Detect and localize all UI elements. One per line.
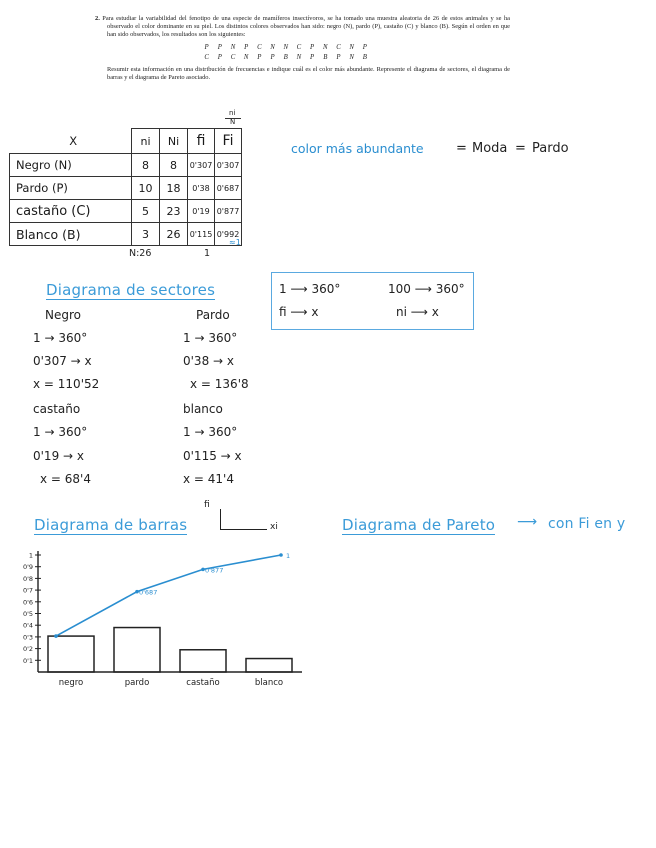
sequence-letter: N <box>349 54 354 62</box>
row-fi: 0'19 <box>188 200 215 223</box>
sequence-letter: P <box>257 54 262 62</box>
sequence-letter: P <box>217 43 222 51</box>
y-tick-label: 1 <box>28 551 33 560</box>
sector-castano-line1: 1 → 360° <box>33 425 88 439</box>
sector-castano-line2: 0'19 → x <box>33 449 84 463</box>
x-category-label: negro <box>58 678 84 688</box>
sequence-letter: N <box>349 43 354 51</box>
row-Ni: 26 <box>160 223 188 246</box>
pareto-point-label: 1 <box>286 552 291 560</box>
mini-axis-y-label: fi <box>204 500 210 510</box>
sequence-letter: P <box>217 54 222 62</box>
fi-note-top: ni <box>229 109 236 117</box>
y-tick-label: 0'7 <box>22 586 33 595</box>
bar <box>48 636 94 672</box>
sequence-letter: B <box>283 54 288 62</box>
barras-title: Diagrama de barras <box>34 516 188 534</box>
pareto-point-label: 0'687 <box>139 588 158 597</box>
row-ni: 10 <box>132 177 160 200</box>
sector-pardo-line2: 0'38 → x <box>183 354 234 368</box>
sequence-letter: B <box>362 54 367 62</box>
sequence-letter: N <box>230 43 236 51</box>
pareto-arrow: ⟶ <box>517 514 538 530</box>
sequence-letter: P <box>310 43 315 51</box>
row-x: Blanco (B) <box>10 223 132 246</box>
pareto-point-label: 0'877 <box>205 566 224 575</box>
pareto-suffix: con Fi en y <box>548 516 626 532</box>
row-Ni: 23 <box>160 200 188 223</box>
exercise-number: 2. <box>95 15 100 22</box>
moda-word: Moda <box>472 141 508 156</box>
sector-negro-line1: 1 → 360° <box>33 331 88 345</box>
sequence-letter: C <box>257 43 262 51</box>
y-tick-label: 0'1 <box>22 656 33 665</box>
rule-left-bottom: fi ⟶ x <box>279 305 319 319</box>
total-n: N:26 <box>129 248 152 259</box>
exercise-task: Resumir esta información en una distribución de frecuencias e indique cuál es el color más abundante. Represente el diagrama de sectores, el diagrama de barras y el diagrama de Pareto asociado. <box>107 65 510 81</box>
sector-blanco-line1: 1 → 360° <box>183 425 238 439</box>
sequence-letter: P <box>270 54 275 62</box>
sequence-letter: P <box>362 43 367 51</box>
header-x: X <box>10 129 132 154</box>
row-Fi: 0'687 <box>215 177 242 200</box>
row-ni: 5 <box>132 200 160 223</box>
row-x: Negro (N) <box>10 154 132 177</box>
sequence-letter: P <box>244 43 249 51</box>
row-ni: 8 <box>132 154 160 177</box>
sector-blanco-name: blanco <box>183 402 223 416</box>
moda-value: Pardo <box>532 141 569 156</box>
sector-blanco-line2: 0'115 → x <box>183 449 242 463</box>
sequence-letter: N <box>296 54 302 62</box>
pareto-point <box>279 553 283 557</box>
sector-pardo-name: Pardo <box>196 308 230 322</box>
sequence-letter: C <box>204 54 209 62</box>
sector-negro-name: Negro <box>45 308 81 322</box>
sector-negro-line2: 0'307 → x <box>33 354 92 368</box>
row-Fi: 0'307 <box>215 154 242 177</box>
pareto-title: Diagrama de Pareto <box>342 516 496 534</box>
sector-pardo-result: x = 136'8 <box>190 377 249 391</box>
exercise-text: Para estudiar la variabilidad del fenotipo de una especie de mamíferos insectívoros, se ha tomado una muestra aleatoria de 26 de estos animales y se ha observado el color dominante en su piel. Los distintos colores observados han sido: negro (N), pardo (P), castaño (C) y blanco (B). Según el orden en que han sido observados, los resultados son los siguientes: <box>102 15 510 39</box>
y-tick-label: 0'9 <box>22 563 33 572</box>
sector-castano-name: castaño <box>33 402 81 416</box>
moda-equals-2: = <box>515 141 526 156</box>
row-fi: 0'38 <box>188 177 215 200</box>
row-ni: 3 <box>132 223 160 246</box>
sequence-letter: C <box>230 54 236 62</box>
sequence-letter: P <box>336 54 341 62</box>
sequence-letter: P <box>310 54 315 62</box>
fi-note-bottom: N <box>230 118 236 126</box>
header-fi: fi <box>188 129 215 154</box>
pareto-line <box>56 555 281 636</box>
y-tick-label: 0'3 <box>22 633 33 642</box>
moda-label: color más abundante <box>291 141 424 156</box>
sequence-letter: C <box>296 43 302 51</box>
x-category-label: castaño <box>186 678 220 688</box>
x-category-label: blanco <box>254 678 284 688</box>
row-x: Pardo (P) <box>10 177 132 200</box>
sequence-letter: N <box>270 43 275 51</box>
rule-left-top: 1 ⟶ 360° <box>279 282 341 296</box>
sequence-letter: C <box>336 43 341 51</box>
bar <box>114 628 160 672</box>
rule-right-top: 100 ⟶ 360° <box>388 282 465 296</box>
row-Ni: 8 <box>160 154 188 177</box>
row-Ni: 18 <box>160 177 188 200</box>
header-Fi: Fi <box>215 129 242 154</box>
sector-negro-result: x = 110'52 <box>33 377 100 391</box>
row-x: castaño (C) <box>10 200 132 223</box>
y-tick-label: 0'5 <box>22 610 33 618</box>
total-Fi-mark: ≈1 <box>229 238 241 247</box>
sector-blanco-result: x = 41'4 <box>183 472 234 486</box>
mini-axis-x-label: xi <box>270 522 278 532</box>
sequence-letter: P <box>204 43 209 51</box>
y-tick-label: 0'8 <box>22 574 33 583</box>
sequence-letter: N <box>323 43 328 51</box>
row-Fi: 0'992 <box>215 223 242 246</box>
sectores-title: Diagrama de sectores <box>46 281 216 299</box>
header-Ni: Ni <box>160 129 188 154</box>
sector-castano-result: x = 68'4 <box>40 472 91 486</box>
sequence-letter: N <box>243 54 249 62</box>
row-fi: 0'307 <box>188 154 215 177</box>
sector-pardo-line1: 1 → 360° <box>183 331 238 345</box>
row-fi: 0'115 <box>188 223 215 246</box>
x-category-label: pardo <box>124 678 150 688</box>
bar <box>180 650 226 672</box>
pareto-point <box>54 634 58 638</box>
sequence-letter: B <box>323 54 328 62</box>
y-tick-label: 0'2 <box>22 645 33 654</box>
moda-equals: = <box>456 141 467 156</box>
sequence-letter: N <box>283 43 288 51</box>
row-Fi: 0'877 <box>215 200 242 223</box>
bar <box>246 659 292 672</box>
rule-right-bottom: ni ⟶ x <box>396 305 439 319</box>
y-tick-label: 0'4 <box>22 621 33 630</box>
y-tick-label: 0'6 <box>22 598 33 607</box>
total-fi: 1 <box>204 248 211 259</box>
header-ni: ni <box>132 129 160 154</box>
